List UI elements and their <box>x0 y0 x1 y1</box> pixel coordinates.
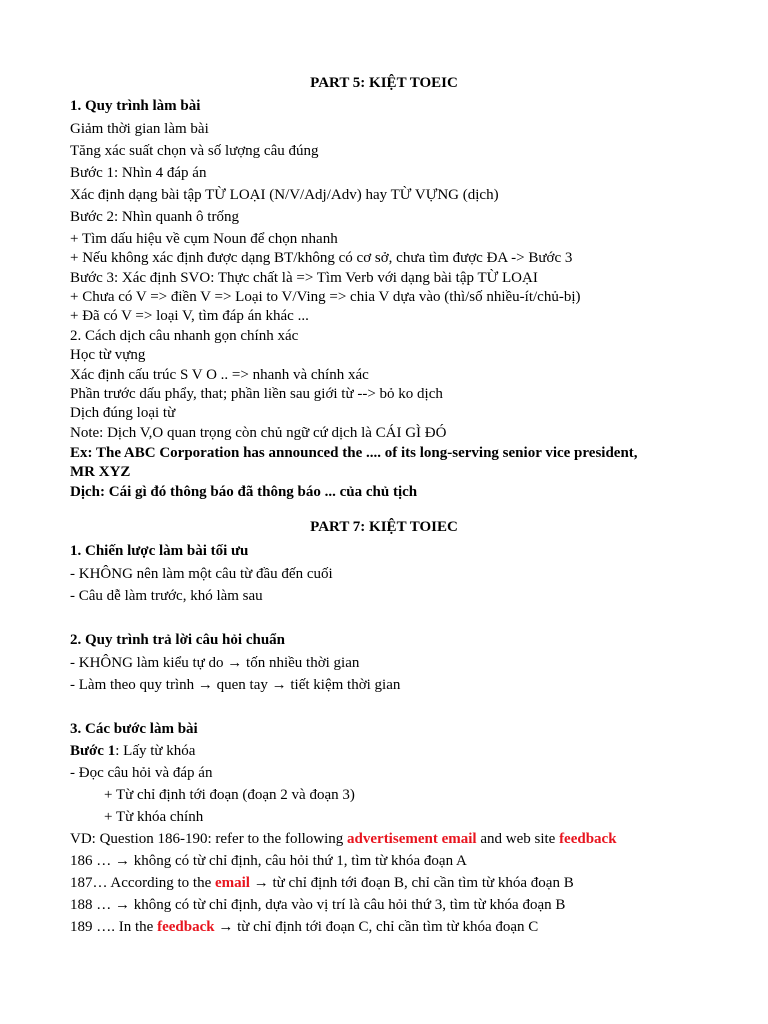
question-186-line <box>70 852 467 870</box>
part5-line: Dịch đúng loại từ <box>70 405 176 421</box>
part5-line: Bước 2: Nhìn quanh ô trống <box>70 209 239 225</box>
text-segment: quen tay <box>212 677 272 693</box>
text-segment: không có từ chỉ định, câu hỏi thứ 1, tìm từ khóa đoạn A <box>130 853 467 869</box>
part5-heading-1: 1. Quy trình làm bài <box>70 98 201 114</box>
highlight-text: email <box>214 875 250 891</box>
right-arrow-icon: → <box>115 897 130 913</box>
right-arrow-icon: → <box>253 875 269 891</box>
part7-section2-line2 <box>70 676 400 694</box>
part7-section2-line1 <box>70 654 359 672</box>
highlight-text: feedback <box>157 919 215 935</box>
part5-line: Bước 1: Nhìn 4 đáp án <box>70 165 207 181</box>
text-segment: VD: Question 186-190: refer to the following <box>70 831 348 847</box>
part7-section1-heading: 1. Chiến lược làm bài tối ưu <box>70 543 249 559</box>
question-187-line <box>70 874 574 892</box>
part5-line: Xác định dạng bài tập TỪ LOẠI (N/V/Adj/Adv) hay TỪ VỰNG (dịch) <box>70 187 499 203</box>
part5-example-line2: MR XYZ <box>70 464 131 480</box>
part5-line: Học từ vựng <box>70 347 146 363</box>
part5-title: PART 5: KIỆT TOEIC <box>310 75 458 91</box>
step1-label: Bước 1 <box>70 743 116 759</box>
step1-subline: - Đọc câu hỏi và đáp án <box>70 765 213 781</box>
text-segment: từ chỉ định tới đoạn C, chỉ cần tìm từ khóa đoạn C <box>233 919 539 935</box>
right-arrow-icon: → <box>227 655 243 671</box>
part7-title: PART 7: KIỆT TOIEC <box>310 519 458 535</box>
part7-section2-heading: 2. Quy trình trả lời câu hỏi chuẩn <box>70 632 286 648</box>
text-segment: 189 …. In the <box>70 919 158 935</box>
text-segment: 186 … <box>70 853 115 869</box>
question-189-line <box>70 918 538 936</box>
text-segment: - Làm theo quy trình <box>70 677 198 693</box>
highlight-text: feedback <box>559 831 617 847</box>
text-segment: 188 … <box>70 897 115 913</box>
step1-text: : Lấy từ khóa <box>115 743 196 759</box>
part7-section3-heading: 3. Các bước làm bài <box>70 721 198 737</box>
highlight-text: advertisement email <box>347 831 477 847</box>
right-arrow-icon: → <box>218 919 234 935</box>
right-arrow-icon: → <box>271 677 287 693</box>
part5-line: Phần trước dấu phẩy, that; phần liền sau giới từ --> bỏ ko dịch <box>70 386 443 402</box>
step1-line <box>70 742 195 760</box>
right-arrow-icon: → <box>197 677 213 693</box>
question-188-line <box>70 896 565 914</box>
text-segment: - KHÔNG làm kiểu tự do <box>70 655 228 671</box>
part5-line: + Chưa có V => điền V => Loại to V/Ving => chia V dựa vào (thì/số nhiều-ít/chủ-bị) <box>70 289 581 305</box>
step1-item: + Từ chỉ định tới đoạn (đoạn 2 và đoạn 3) <box>104 787 355 803</box>
part7-section1-line: - KHÔNG nên làm một câu từ đầu đến cuối <box>70 566 333 582</box>
part7-section1-line: - Câu dễ làm trước, khó làm sau <box>70 588 263 604</box>
text-segment: and web site <box>476 831 560 847</box>
step1-item: + Từ khóa chính <box>104 809 204 825</box>
part5-line: Bước 3: Xác định SVO: Thực chất là => Tìm Verb với dạng bài tập TỪ LOẠI <box>70 270 538 286</box>
text-segment: không có từ chỉ định, dựa vào vị trí là câu hỏi thứ 3, tìm từ khóa đoạn B <box>130 897 566 913</box>
example-question-line <box>70 830 617 848</box>
text-segment: tiết kiệm thời gian <box>286 677 401 693</box>
text-segment: từ chỉ định tới đoạn B, chỉ cần tìm từ khóa đoạn B <box>268 875 574 891</box>
text-segment: tốn nhiều thời gian <box>242 655 360 671</box>
part5-line: Xác định cấu trúc S V O .. => nhanh và chính xác <box>70 367 369 383</box>
text-segment: 187… According to the <box>70 875 215 891</box>
right-arrow-icon: → <box>115 853 130 869</box>
part5-line: + Đã có V => loại V, tìm đáp án khác ... <box>70 308 309 324</box>
part5-line: 2. Cách dịch câu nhanh gọn chính xác <box>70 328 299 344</box>
part5-example-line1: Ex: The ABC Corporation has announced the .... of its long-serving senior vice president, <box>70 445 638 461</box>
part5-line: + Nếu không xác định được dạng BT/không có cơ sở, chưa tìm được ĐA -> Bước 3 <box>70 250 573 266</box>
part5-translation: Dịch: Cái gì đó thông báo đã thông báo ... của chủ tịch <box>70 484 418 500</box>
part5-line: Giảm thời gian làm bài <box>70 121 209 137</box>
part5-line: Tăng xác suất chọn và số lượng câu đúng <box>70 143 319 159</box>
part5-line: + Tìm dấu hiệu về cụm Noun để chọn nhanh <box>70 231 338 247</box>
part5-line: Note: Dịch V,O quan trọng còn chủ ngữ cứ dịch là CÁI GÌ ĐÓ <box>70 425 447 441</box>
